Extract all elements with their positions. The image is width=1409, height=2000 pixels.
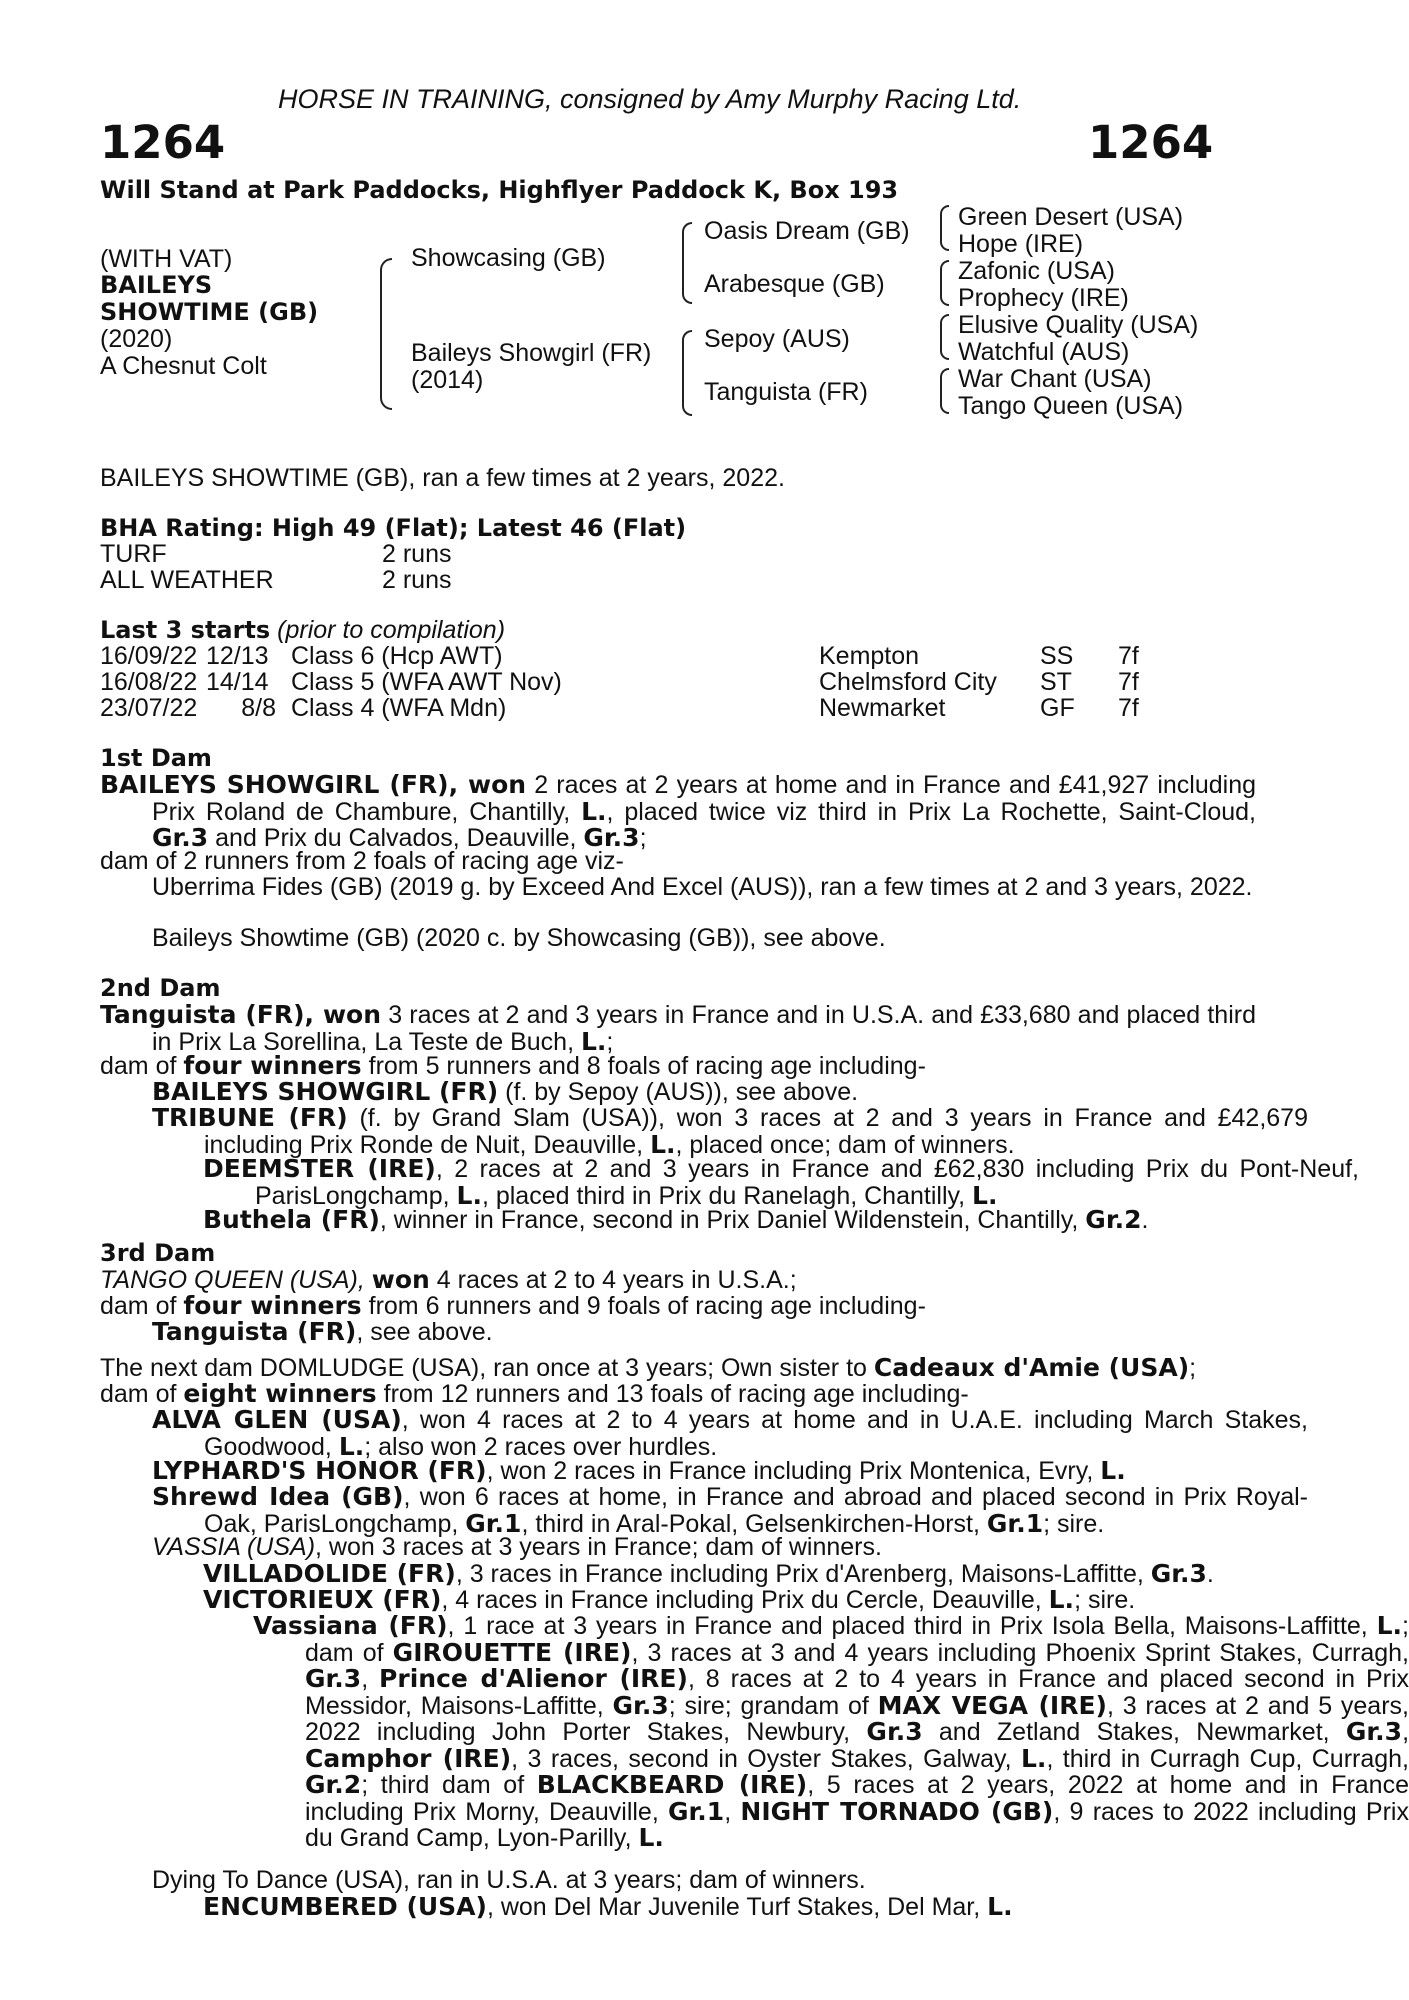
text: , 3 races at 2 and 5 years, 2022 including John Porter Stakes, Newbury, [305, 1691, 1409, 1746]
brace [940, 282, 949, 306]
text: dam of [100, 1052, 184, 1080]
text: ; third dam of [361, 1771, 537, 1799]
horse-name: ALVA GLEN (USA) [152, 1405, 402, 1434]
start-going: GF [1040, 694, 1075, 722]
sire: Showcasing (GB) [411, 244, 606, 272]
text: and Prix du Calvados, Deauville, [208, 824, 584, 852]
text: and Zetland Stakes, Newmarket, [922, 1718, 1346, 1746]
produce-entry: Dying To Dance (USA), ran in U.S.A. at 3 years; dam of winners. [152, 1866, 866, 1894]
lot-number-left: 1264 [100, 116, 226, 169]
produce-entry [100, 1079, 1308, 1106]
second-dam-record [100, 1002, 1256, 1055]
group-tag: Gr.1 [668, 1796, 725, 1826]
text: , won 6 races at home, in France and abroad and placed second in Prix Royal-Oak, ParisLongchamp, [204, 1483, 1309, 1538]
winners-count: eight winners [183, 1379, 377, 1408]
horse-name: LYPHARD'S HONOR (FR) [152, 1456, 487, 1485]
last-starts-note: (prior to compilation) [277, 616, 506, 644]
brace [940, 314, 949, 338]
race-summary: BAILEYS SHOWTIME (GB), ran a few times at 2 years, 2022. [100, 464, 785, 492]
listed-tag: L. [581, 796, 607, 826]
consignment-line: HORSE IN TRAINING, consigned by Amy Murphy Racing Ltd. [278, 84, 1022, 114]
produce-entry [100, 1207, 1359, 1234]
next-dam-record [100, 1355, 1204, 1382]
listed-tag: L. [338, 1431, 365, 1461]
third-dam-heading: 3rd Dam [100, 1239, 216, 1267]
produce-entry [100, 1613, 1409, 1852]
text: , placed third in Prix du Ranelagh, Chantilly, [481, 1181, 973, 1210]
text: ; [606, 1027, 614, 1056]
produce-entry [100, 1894, 1359, 1921]
group-tag: Gr.3 [1150, 1559, 1207, 1588]
group-tag: Gr.3 [583, 823, 640, 852]
listed-tag: L. [987, 1892, 1013, 1921]
text: , 1 race at 3 years in France and placed third in Prix Isola Bella, Maisons-Laffitte, [447, 1612, 1377, 1640]
won-tag: won [371, 1265, 430, 1294]
listed-tag: L. [1100, 1456, 1126, 1485]
text: , [361, 1665, 380, 1693]
horse-name: Camphor (IRE) [305, 1743, 512, 1773]
listed-tag: L. [972, 1180, 998, 1210]
horse-name: NIGHT TORNADO (GB) [740, 1796, 1054, 1826]
group-tag: Gr.3 [866, 1717, 923, 1746]
brace [940, 390, 949, 414]
brace [940, 227, 949, 251]
produce-entry [100, 1105, 1308, 1158]
text: , winner in France, second in Prix Daniel Wildenstein, Chantilly, [379, 1206, 1086, 1234]
first-dam-produce-summary: dam of 2 runners from 2 foals of racing age viz- [100, 847, 624, 875]
start-date: 23/07/22 [100, 694, 198, 722]
dam-dam: Tanguista (FR) [704, 378, 868, 406]
stand-location: Will Stand at Park Paddocks, Highflyer Paddock K, Box 193 [100, 176, 899, 204]
second-dam-heading: 2nd Dam [100, 974, 221, 1002]
grandsire-1: Green Desert (USA) [958, 203, 1184, 231]
brace [940, 368, 949, 392]
start-date: 16/09/22 [100, 642, 198, 670]
text: , see above. [356, 1318, 493, 1346]
last-starts-heading [100, 618, 505, 644]
listed-tag: L. [580, 1026, 607, 1056]
dam: Baileys Showgirl (FR) [411, 339, 652, 367]
dam-name: TANGO QUEEN (USA), [100, 1266, 372, 1294]
horse-description: A Chesnut Colt [100, 352, 267, 380]
start-going: SS [1040, 642, 1074, 670]
text: . [1141, 1206, 1149, 1234]
text: , won 4 races at 2 to 4 years at home and in U.A.E. including March Stakes, Goodwood, [204, 1406, 1308, 1461]
horse-name: Tanguista (FR) [152, 1317, 357, 1346]
text: (f. by Grand Slam (USA)), won 3 races at 2 and 3 years in France and £42,679 including Prix Ronde de Nuit, Deauville, [204, 1104, 1308, 1159]
text: ; sire. [1074, 1586, 1136, 1614]
text: , placed twice viz third in Prix La Rochette, Saint-Cloud, [606, 797, 1256, 826]
listed-tag: L. [456, 1180, 482, 1210]
text: 3 races at 2 and 3 years in France and in U.S.A. and £33,680 and placed third in Prix La Sorellina, La Teste de Buch, [152, 1001, 1256, 1056]
brace [682, 372, 692, 416]
vat-note: (WITH VAT) [100, 245, 233, 273]
start-position: 8/8 [241, 694, 276, 722]
text: , 2 races at 2 and 3 years in France and £62,830 including Prix du Pont-Neuf, ParisLongchamp, [255, 1155, 1360, 1210]
group-tag: Gr.3 [1345, 1717, 1403, 1746]
horse-name: DEEMSTER (IRE) [203, 1154, 436, 1183]
text: (f. by Sepoy (AUS)), see above. [498, 1078, 859, 1106]
text: , 9 races to 2022 including Prix du Grand Camp, Lyon-Parilly, [305, 1797, 1409, 1852]
start-distance: 7f [1118, 694, 1139, 722]
group-tag: Gr.3 [305, 1664, 362, 1693]
granddam-1: Hope (IRE) [958, 230, 1084, 258]
text: ; [1189, 1354, 1197, 1382]
horse-name: ENCUMBERED (USA) [203, 1892, 487, 1921]
sire-sire: Oasis Dream (GB) [704, 217, 910, 245]
rating-runs: 2 runs [382, 566, 452, 594]
horse-name: Cadeaux d'Amie (USA) [873, 1353, 1190, 1382]
sire-dam: Arabesque (GB) [704, 270, 885, 298]
text: from 12 runners and 13 foals of racing age including- [376, 1380, 969, 1408]
first-dam-record [100, 772, 1256, 852]
grandsire-4: War Chant (USA) [958, 365, 1152, 393]
produce-entry: Uberrima Fides (GB) (2019 g. by Exceed And Excel (AUS)), ran a few times at 2 and 3 years, 2022. [152, 873, 1253, 901]
brace [380, 258, 392, 342]
first-dam-heading: 1st Dam [100, 744, 212, 772]
text: , placed once; dam of winners. [675, 1130, 1015, 1159]
horse-year: (2020) [100, 325, 173, 353]
text: dam of [100, 1292, 184, 1320]
text: 2 races at 2 years at home and in France and £41,927 including Prix Roland de Chambure, Chantilly, [152, 771, 1257, 826]
text: , [724, 1797, 741, 1826]
horse-name: Vassiana (FR) [253, 1611, 448, 1640]
start-course: Chelmsford City [819, 668, 997, 696]
start-going: ST [1040, 668, 1072, 696]
horse-name: Prince d'Alienor (IRE) [379, 1664, 688, 1693]
brace [682, 222, 692, 264]
brace [940, 336, 949, 360]
horse-name: Buthela (FR) [203, 1205, 380, 1234]
dam-year: (2014) [411, 366, 484, 394]
horse-name: BLACKBEARD (IRE) [536, 1770, 808, 1799]
text: ; also won 2 races over hurdles. [364, 1432, 718, 1461]
start-distance: 7f [1118, 642, 1139, 670]
dam-name: Tanguista (FR), won [100, 1000, 382, 1029]
text: , third in Curragh Cup, Curragh, [1046, 1744, 1409, 1773]
text: 4 races at 2 to 4 years in U.S.A.; [429, 1266, 797, 1294]
grandsire-3: Elusive Quality (USA) [958, 311, 1199, 339]
winners-count: four winners [183, 1291, 362, 1320]
text: , 3 races at 3 and 4 years including Phoenix Sprint Stakes, Curragh, [631, 1638, 1409, 1667]
group-tag: Gr.3 [612, 1690, 669, 1720]
horse-name: BAILEYS SHOWGIRL (FR) [152, 1077, 499, 1106]
produce-entry [100, 1319, 1308, 1346]
start-race: Class 6 (Hcp AWT) [291, 642, 503, 670]
brace [380, 340, 392, 410]
third-dam-produce-summary [100, 1293, 1204, 1320]
text: , third in Aral-Pokal, Gelsenkirchen-Horst, [521, 1509, 987, 1538]
start-race: Class 4 (WFA Mdn) [291, 694, 507, 722]
brace [940, 205, 949, 229]
horse-name: GIROUETTE (IRE) [392, 1637, 632, 1667]
horse-name-line2: SHOWTIME (GB) [100, 298, 319, 326]
produce-entry [100, 1458, 1308, 1485]
horse-name: VASSIA (USA) [152, 1533, 316, 1561]
horse-name: TRIBUNE (FR) [152, 1103, 348, 1132]
brace [682, 330, 692, 374]
lot-number-right: 1264 [1088, 116, 1214, 169]
second-dam-produce-summary [100, 1053, 1204, 1080]
dam-name: BAILEYS SHOWGIRL (FR), won [100, 770, 527, 799]
third-dam-record [100, 1267, 1204, 1294]
text: , won 2 races in France including Prix Montenica, Evry, [486, 1457, 1101, 1485]
start-course: Newmarket [819, 694, 946, 722]
text: ; sire. [1043, 1509, 1105, 1538]
text: , 8 races at 2 to 4 years in France and placed second in Prix Messidor, Maisons-Laffitte, [305, 1665, 1409, 1720]
listed-tag: L. [1048, 1585, 1075, 1614]
granddam-2: Prophecy (IRE) [958, 284, 1129, 312]
group-tag: Gr.2 [1085, 1205, 1142, 1234]
start-course: Kempton [819, 642, 920, 670]
group-tag: Gr.1 [986, 1508, 1044, 1538]
start-position: 12/13 [206, 642, 269, 670]
text: The next dam DOMLUDGE (USA), ran once at 3 years; Own sister to [100, 1354, 874, 1382]
dam-sire: Sepoy (AUS) [704, 325, 850, 353]
last-starts-title: Last 3 starts [100, 616, 271, 644]
listed-tag: L. [1021, 1743, 1047, 1773]
text: , 4 races in France including Prix du Cercle, Deauville, [441, 1586, 1049, 1614]
horse-name: MAX VEGA (IRE) [877, 1690, 1107, 1720]
start-position: 14/14 [206, 668, 269, 696]
start-distance: 7f [1118, 668, 1139, 696]
text: ; dam of [305, 1612, 1409, 1667]
rating-surface: TURF [100, 540, 167, 568]
produce-entry [100, 1587, 1359, 1614]
text: from 6 runners and 9 foals of racing age including- [361, 1292, 926, 1320]
rating-surface: ALL WEATHER [100, 566, 274, 594]
group-tag: Gr.1 [465, 1508, 522, 1538]
group-tag: Gr.3 [152, 823, 209, 852]
start-date: 16/08/22 [100, 668, 198, 696]
horse-name: VILLADOLIDE (FR) [203, 1559, 456, 1588]
text: , [1402, 1718, 1409, 1746]
group-tag: Gr.2 [305, 1770, 362, 1799]
produce-entry [100, 1535, 1308, 1561]
next-dam-produce-summary [100, 1381, 1204, 1408]
grandsire-2: Zafonic (USA) [958, 257, 1115, 285]
text: . [1206, 1560, 1214, 1588]
text: , won 3 races at 3 years in France; dam of winners. [315, 1533, 882, 1561]
listed-tag: L. [1376, 1611, 1403, 1640]
start-race: Class 5 (WFA AWT Nov) [291, 668, 562, 696]
listed-tag: L. [650, 1129, 676, 1159]
winners-count: four winners [183, 1051, 362, 1080]
text: , 5 races at 2 years, 2022 at home and in France including Prix Morny, Deauville, [305, 1771, 1409, 1826]
horse-name: Shrewd Idea (GB) [152, 1482, 404, 1511]
brace [940, 260, 949, 284]
listed-tag: L. [638, 1823, 664, 1852]
produce-entry [100, 1484, 1308, 1537]
produce-entry [100, 1561, 1359, 1588]
granddam-3: Watchful (AUS) [958, 338, 1130, 366]
text: dam of [100, 1380, 184, 1408]
brace [682, 262, 692, 304]
text: ; [639, 824, 647, 852]
rating-runs: 2 runs [382, 540, 452, 568]
horse-name: VICTORIEUX (FR) [203, 1585, 442, 1614]
text: ; sire; grandam of [668, 1691, 878, 1720]
granddam-4: Tango Queen (USA) [958, 392, 1184, 420]
text: from 5 runners and 8 foals of racing age including- [361, 1052, 926, 1080]
produce-entry [100, 1156, 1359, 1209]
produce-entry [100, 1407, 1308, 1460]
horse-name-line1: BAILEYS [100, 271, 213, 299]
text: , won Del Mar Juvenile Turf Stakes, Del Mar, [486, 1893, 988, 1921]
produce-entry: Baileys Showtime (GB) (2020 c. by Showcasing (GB)), see above. [152, 924, 886, 952]
text: , 3 races, second in Oyster Stakes, Galway, [511, 1744, 1021, 1773]
bha-rating: BHA Rating: High 49 (Flat); Latest 46 (Flat) [100, 514, 687, 542]
text: , 3 races in France including Prix d'Arenberg, Maisons-Laffitte, [455, 1560, 1151, 1588]
